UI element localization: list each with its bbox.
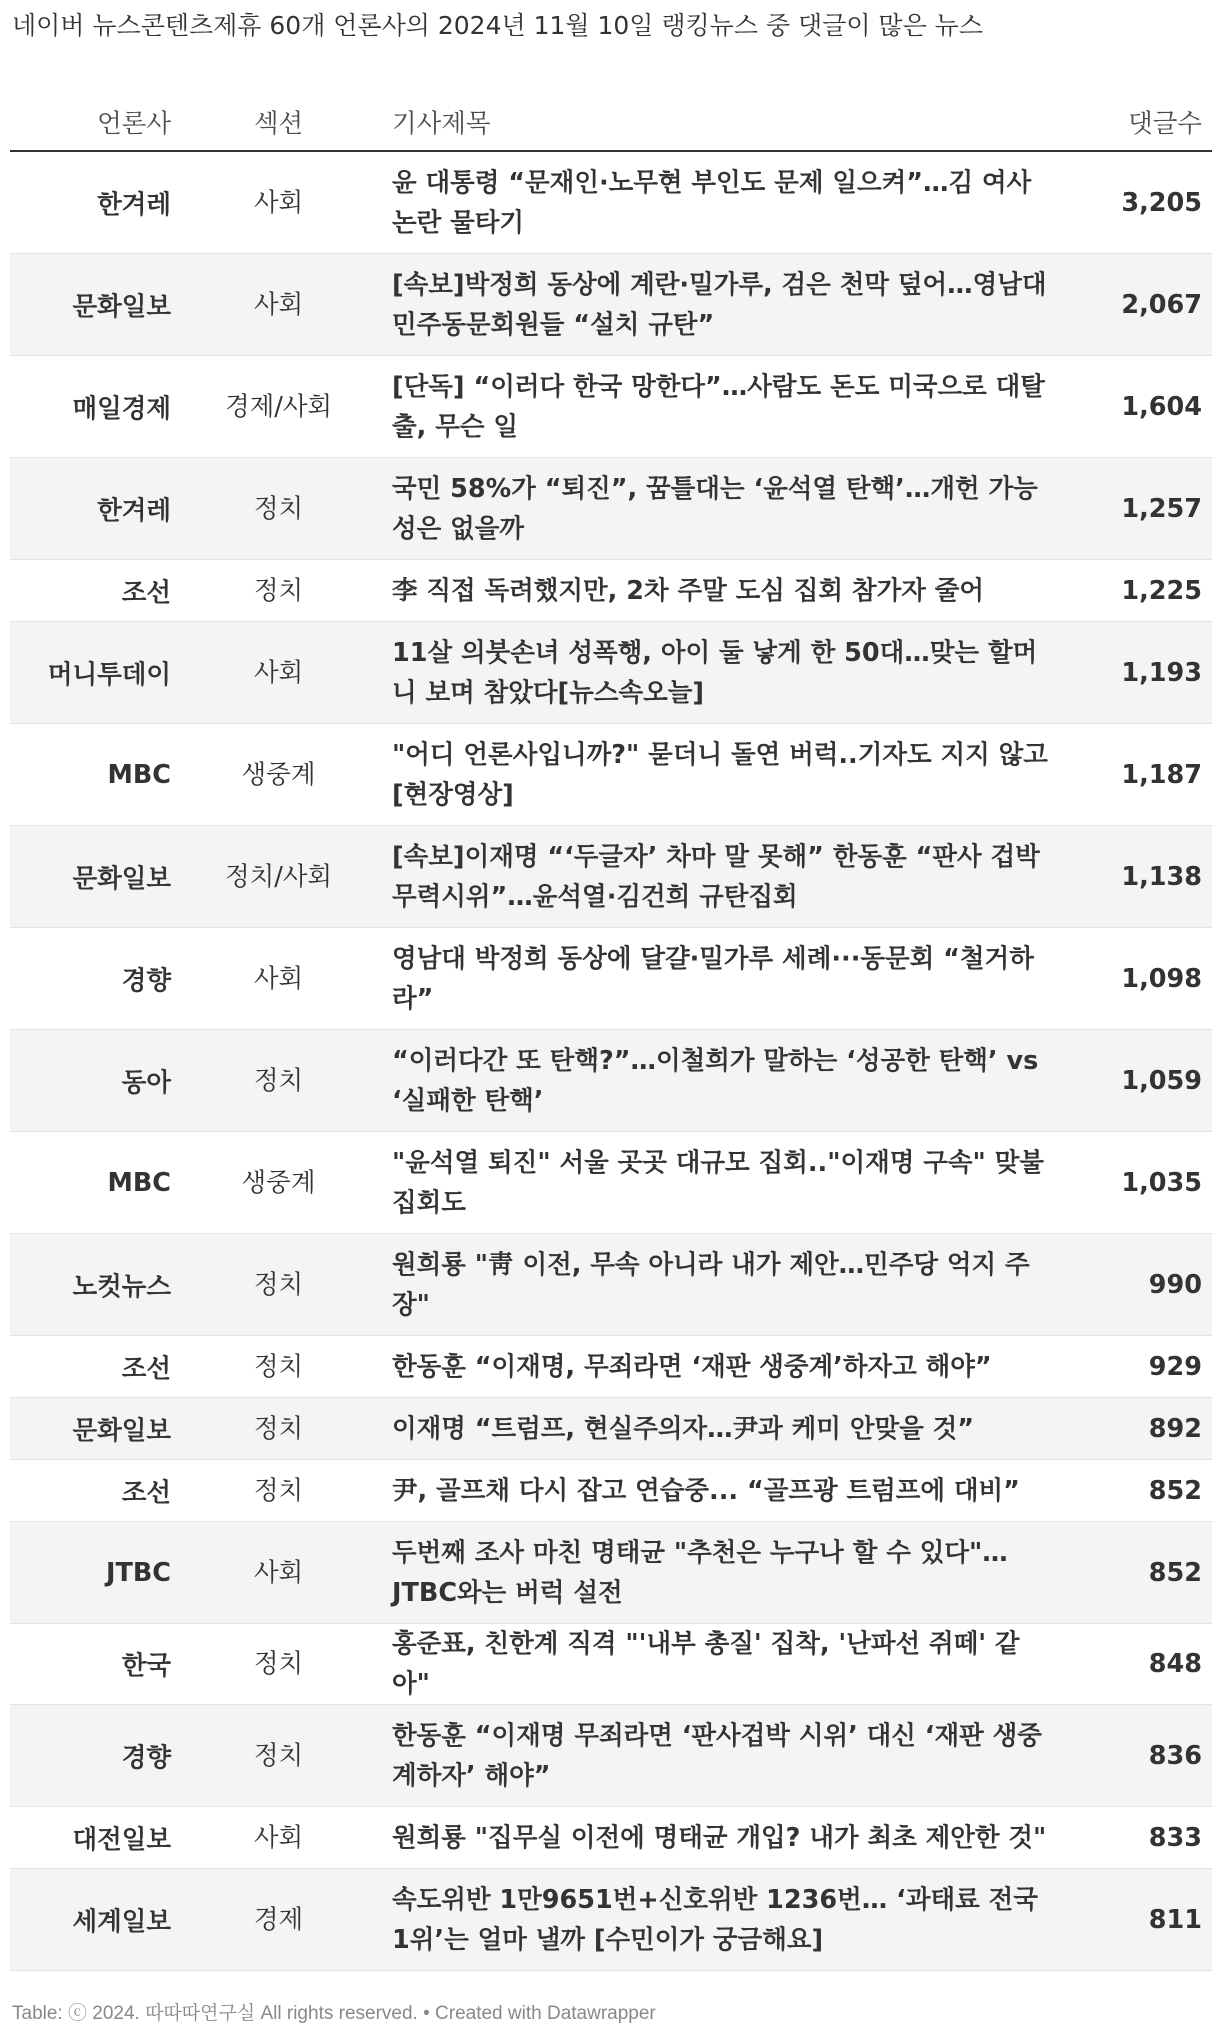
comment-count-cell: 1,257	[1063, 458, 1212, 560]
headline-cell: "윤석열 퇴진" 서울 곳곳 대규모 집회.."이재명 구속" 맞불 집회도	[382, 1132, 1063, 1234]
headline-cell: 11살 의붓손녀 성폭행, 아이 둘 낳게 한 50대…맞는 할머니 보며 참았다[뉴스속오늘]	[382, 622, 1063, 724]
headline-cell: 원희룡 "집무실 이전에 명태균 개입? 내가 최초 제안한 것"	[382, 1807, 1063, 1869]
table-row	[10, 724, 1212, 826]
headline-cell: 尹, 골프채 다시 잡고 연습중... “골프광 트럼프에 대비”	[382, 1460, 1063, 1522]
table-row	[10, 151, 1212, 254]
section-cell: 정치	[175, 1624, 382, 1705]
headline-cell: “이러다간 또 탄핵?”…이철희가 말하는 ‘성공한 탄핵’ vs ‘실패한 탄핵’	[382, 1030, 1063, 1132]
comment-count-cell: 1,604	[1063, 356, 1212, 458]
table-row	[10, 1132, 1212, 1234]
section-cell: 정치	[175, 458, 382, 560]
section-cell: 사회	[175, 254, 382, 356]
section-cell: 정치	[175, 560, 382, 622]
headline-cell: 한동훈 “이재명, 무죄라면 ‘재판 생중계’하자고 해야”	[382, 1336, 1063, 1398]
publisher-cell: MBC	[10, 1132, 175, 1234]
publisher-cell: 문화일보	[10, 826, 175, 928]
column-header-headline[interactable]: 기사제목	[382, 94, 1063, 151]
headline-cell: [속보]박정희 동상에 계란·밀가루, 검은 천막 덮어…영남대 민주동문회원들 “설치 규탄”	[382, 254, 1063, 356]
headline-cell: [속보]이재명 “‘두글자’ 차마 말 못해” 한동훈 “판사 겁박 무력시위”…윤석열·김건희 규탄집회	[382, 826, 1063, 928]
table-row	[10, 1030, 1212, 1132]
section-cell: 정치	[175, 1030, 382, 1132]
headline-cell: "어디 언론사입니까?" 묻더니 돌연 버럭..기자도 지지 않고 [현장영상]	[382, 724, 1063, 826]
comment-count-cell: 833	[1063, 1807, 1212, 1869]
publisher-cell: 한겨레	[10, 458, 175, 560]
publisher-cell: JTBC	[10, 1522, 175, 1624]
section-cell: 정치	[175, 1398, 382, 1460]
column-header-publisher[interactable]: 언론사	[10, 94, 175, 151]
comment-count-cell: 852	[1063, 1522, 1212, 1624]
publisher-cell: 동아	[10, 1030, 175, 1132]
table-row	[10, 1522, 1212, 1624]
section-cell: 정치	[175, 1234, 382, 1336]
section-cell: 생중계	[175, 1132, 382, 1234]
comment-count-cell: 892	[1063, 1398, 1212, 1460]
headline-cell: 李 직접 독려했지만, 2차 주말 도심 집회 참가자 줄어	[382, 560, 1063, 622]
comment-count-cell: 1,193	[1063, 622, 1212, 724]
table-row	[10, 1807, 1212, 1869]
section-cell: 사회	[175, 1522, 382, 1624]
publisher-cell: 문화일보	[10, 254, 175, 356]
headline-cell: 홍준표, 친한계 직격 "'내부 총질' 집착, '난파선 쥐떼' 같아"	[382, 1624, 1063, 1705]
headline-cell: 국민 58%가 “퇴진”, 꿈틀대는 ‘윤석열 탄핵’…개헌 가능성은 없을까	[382, 458, 1063, 560]
comment-count-cell: 2,067	[1063, 254, 1212, 356]
publisher-cell: 조선	[10, 1336, 175, 1398]
table-body	[10, 151, 1212, 1971]
column-header-comments[interactable]: 댓글수	[1063, 94, 1212, 151]
section-cell: 사회	[175, 1807, 382, 1869]
publisher-cell: 매일경제	[10, 356, 175, 458]
page-title: 네이버 뉴스콘텐츠제휴 60개 언론사의 2024년 11월 10일 랭킹뉴스 중 댓글이 많은 뉴스	[12, 11, 983, 40]
table-footer: Table: ⓒ 2024. 따따따연구실 All rights reserved. • Created with Datawrapper	[12, 2003, 656, 2024]
publisher-cell: 대전일보	[10, 1807, 175, 1869]
publisher-cell: 한겨레	[10, 151, 175, 254]
section-cell: 정치	[175, 1460, 382, 1522]
table-row	[10, 826, 1212, 928]
comment-count-cell: 929	[1063, 1336, 1212, 1398]
section-cell: 생중계	[175, 724, 382, 826]
table-row	[10, 254, 1212, 356]
column-header-section[interactable]: 섹션	[175, 94, 382, 151]
publisher-cell: 문화일보	[10, 1398, 175, 1460]
section-cell: 사회	[175, 622, 382, 724]
section-cell: 사회	[175, 151, 382, 254]
publisher-cell: 노컷뉴스	[10, 1234, 175, 1336]
section-cell: 정치	[175, 1336, 382, 1398]
table-row	[10, 1398, 1212, 1460]
table-row	[10, 560, 1212, 622]
headline-cell: 원희룡 "靑 이전, 무속 아니라 내가 제안…민주당 억지 주장"	[382, 1234, 1063, 1336]
table-row	[10, 1869, 1212, 1971]
publisher-cell: 한국	[10, 1624, 175, 1705]
table-row	[10, 356, 1212, 458]
news-table	[10, 94, 1212, 1971]
publisher-cell: 조선	[10, 1460, 175, 1522]
headline-cell: 이재명 “트럼프, 현실주의자…尹과 케미 안맞을 것”	[382, 1398, 1063, 1460]
publisher-cell: 세계일보	[10, 1869, 175, 1971]
table-row	[10, 928, 1212, 1030]
table-row	[10, 1705, 1212, 1807]
section-cell: 경제	[175, 1869, 382, 1971]
comment-count-cell: 1,059	[1063, 1030, 1212, 1132]
comment-count-cell: 852	[1063, 1460, 1212, 1522]
section-cell: 사회	[175, 928, 382, 1030]
comment-count-cell: 836	[1063, 1705, 1212, 1807]
publisher-cell: 경향	[10, 1705, 175, 1807]
header-row	[10, 94, 1212, 151]
publisher-cell: MBC	[10, 724, 175, 826]
comment-count-cell: 1,098	[1063, 928, 1212, 1030]
headline-cell: 윤 대통령 “문재인·노무현 부인도 문제 일으켜”…김 여사 논란 물타기	[382, 151, 1063, 254]
table-row	[10, 1624, 1212, 1705]
comment-count-cell: 1,225	[1063, 560, 1212, 622]
headline-cell: 속도위반 1만9651번+신호위반 1236번… ‘과태료 전국 1위’는 얼마 낼까 [수민이가 궁금해요]	[382, 1869, 1063, 1971]
comment-count-cell: 1,035	[1063, 1132, 1212, 1234]
comment-count-cell: 3,205	[1063, 151, 1212, 254]
table-row	[10, 1336, 1212, 1398]
headline-cell: 한동훈 “이재명 무죄라면 ‘판사겁박 시위’ 대신 ‘재판 생중계하자’ 해야”	[382, 1705, 1063, 1807]
section-cell: 정치	[175, 1705, 382, 1807]
comment-count-cell: 1,187	[1063, 724, 1212, 826]
comment-count-cell: 990	[1063, 1234, 1212, 1336]
publisher-cell: 조선	[10, 560, 175, 622]
publisher-cell: 경향	[10, 928, 175, 1030]
headline-cell: [단독] “이러다 한국 망한다”…사람도 돈도 미국으로 대탈출, 무슨 일	[382, 356, 1063, 458]
table-header	[10, 94, 1212, 151]
section-cell: 경제/사회	[175, 356, 382, 458]
section-cell: 정치/사회	[175, 826, 382, 928]
comment-count-cell: 811	[1063, 1869, 1212, 1971]
table-row	[10, 1460, 1212, 1522]
headline-cell: 영남대 박정희 동상에 달걀·밀가루 세례···동문회 “철거하라”	[382, 928, 1063, 1030]
publisher-cell: 머니투데이	[10, 622, 175, 724]
table-row	[10, 458, 1212, 560]
table-row	[10, 1234, 1212, 1336]
headline-cell: 두번째 조사 마친 명태균 "추천은 누구나 할 수 있다"…JTBC와는 버럭 설전	[382, 1522, 1063, 1624]
table-row	[10, 622, 1212, 724]
comment-count-cell: 1,138	[1063, 826, 1212, 928]
comment-count-cell: 848	[1063, 1624, 1212, 1705]
